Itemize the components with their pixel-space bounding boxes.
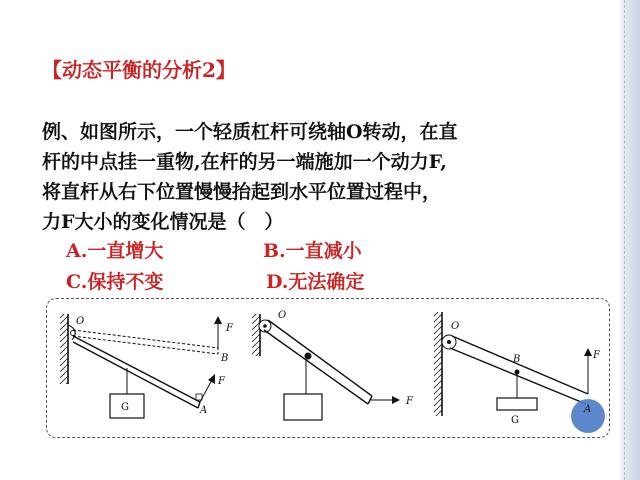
label-f-3: F [593, 350, 600, 361]
label-f-1b: F [218, 376, 225, 387]
option-d: D.无法确定 [266, 271, 365, 293]
question-line-2: 杆的中点挂一重物,在杆的另一端施加一个动力F, [42, 151, 447, 173]
diagram-1 [60, 314, 234, 418]
label-o-3: O [451, 321, 460, 332]
option-c: C.保持不变 [66, 271, 164, 293]
label-o-1: O [76, 316, 85, 327]
question-line-3: 将直杆从右下位置慢慢抬起到水平位置过程中， [42, 181, 442, 203]
option-a: A.一直增大 [66, 240, 164, 262]
label-g-1: G [121, 402, 129, 413]
slide-title: 【动态平衡的分析2】 [42, 58, 236, 82]
label-o-2: O [278, 310, 287, 321]
diagram-3 [434, 312, 605, 433]
label-f-2: F [406, 396, 413, 407]
label-a-3: A [584, 404, 592, 415]
label-g-3: G [511, 415, 519, 426]
label-b-3: B [513, 354, 521, 365]
label-b-1: B [221, 353, 229, 364]
question-line-1: 例、如图所示，一个轻质杠杆可绕轴O转动，在直 [42, 121, 458, 143]
question-line-4: 力F大小的变化情况是（ ） [42, 211, 284, 233]
label-a-1: A [200, 405, 208, 416]
option-b: B.一直减小 [263, 240, 362, 262]
label-f-1a: F [226, 323, 233, 334]
diagram-2 [252, 310, 414, 420]
